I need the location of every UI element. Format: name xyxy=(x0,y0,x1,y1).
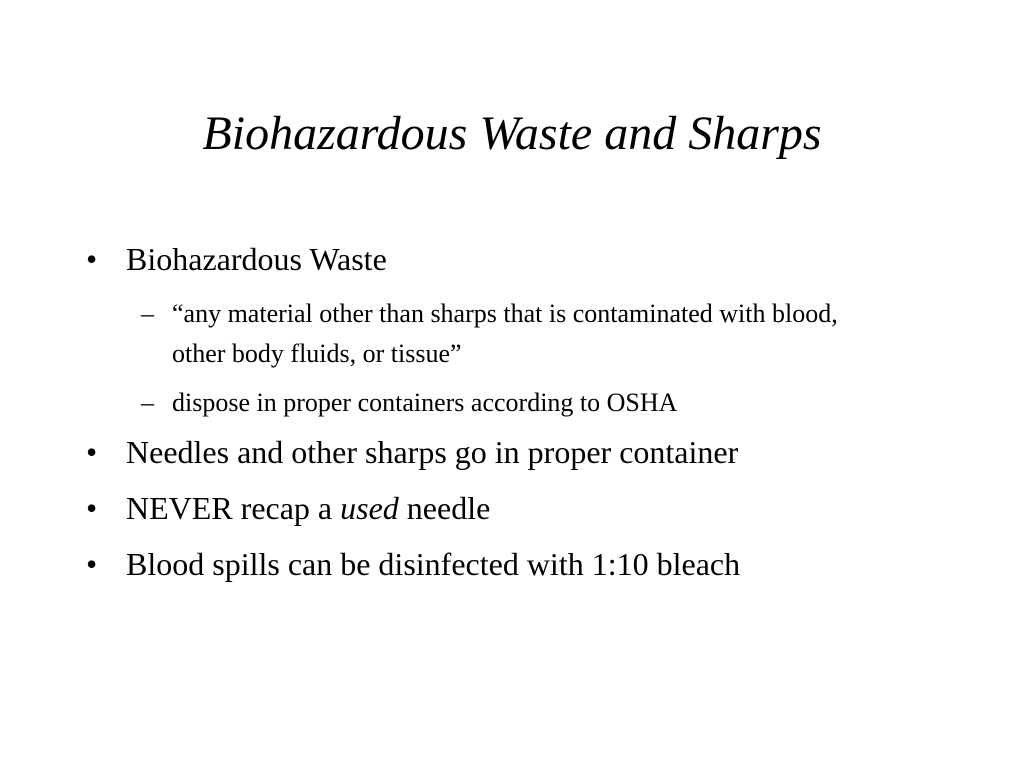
dash-glyph: – xyxy=(141,388,154,417)
bullet-text-emphasis: used xyxy=(340,490,399,526)
sub-bullet-text: dispose in proper containers according to OSHA xyxy=(172,388,678,417)
bullet-text: Blood spills can be disinfected with 1:10 bleach xyxy=(126,546,741,582)
slide-body xyxy=(86,238,986,599)
bullet-glyph: • xyxy=(86,241,98,277)
bullet-item-needles xyxy=(86,431,986,473)
bullet-text-before: NEVER recap a xyxy=(126,490,341,526)
bullet-text: Biohazardous Waste xyxy=(126,241,387,277)
sub-bullet-list xyxy=(86,294,986,423)
bullet-item-never-recap xyxy=(86,487,986,529)
bullet-glyph: • xyxy=(86,490,98,526)
dash-glyph: – xyxy=(141,299,154,328)
sub-bullet-definition xyxy=(86,294,892,374)
bullet-text: Needles and other sharps go in proper container xyxy=(126,434,739,470)
sub-bullet-text: “any material other than sharps that is contaminated with blood, other body fluids, or tissue” xyxy=(172,299,838,368)
bullet-item-biohazardous-waste xyxy=(86,238,986,280)
bullet-glyph: • xyxy=(86,434,98,470)
bullet-text-after: needle xyxy=(398,490,491,526)
bullet-item-blood-spills xyxy=(86,543,986,585)
sub-bullet-dispose xyxy=(86,382,892,423)
slide-title: Biohazardous Waste and Sharps xyxy=(202,107,822,160)
bullet-glyph: • xyxy=(86,546,98,582)
